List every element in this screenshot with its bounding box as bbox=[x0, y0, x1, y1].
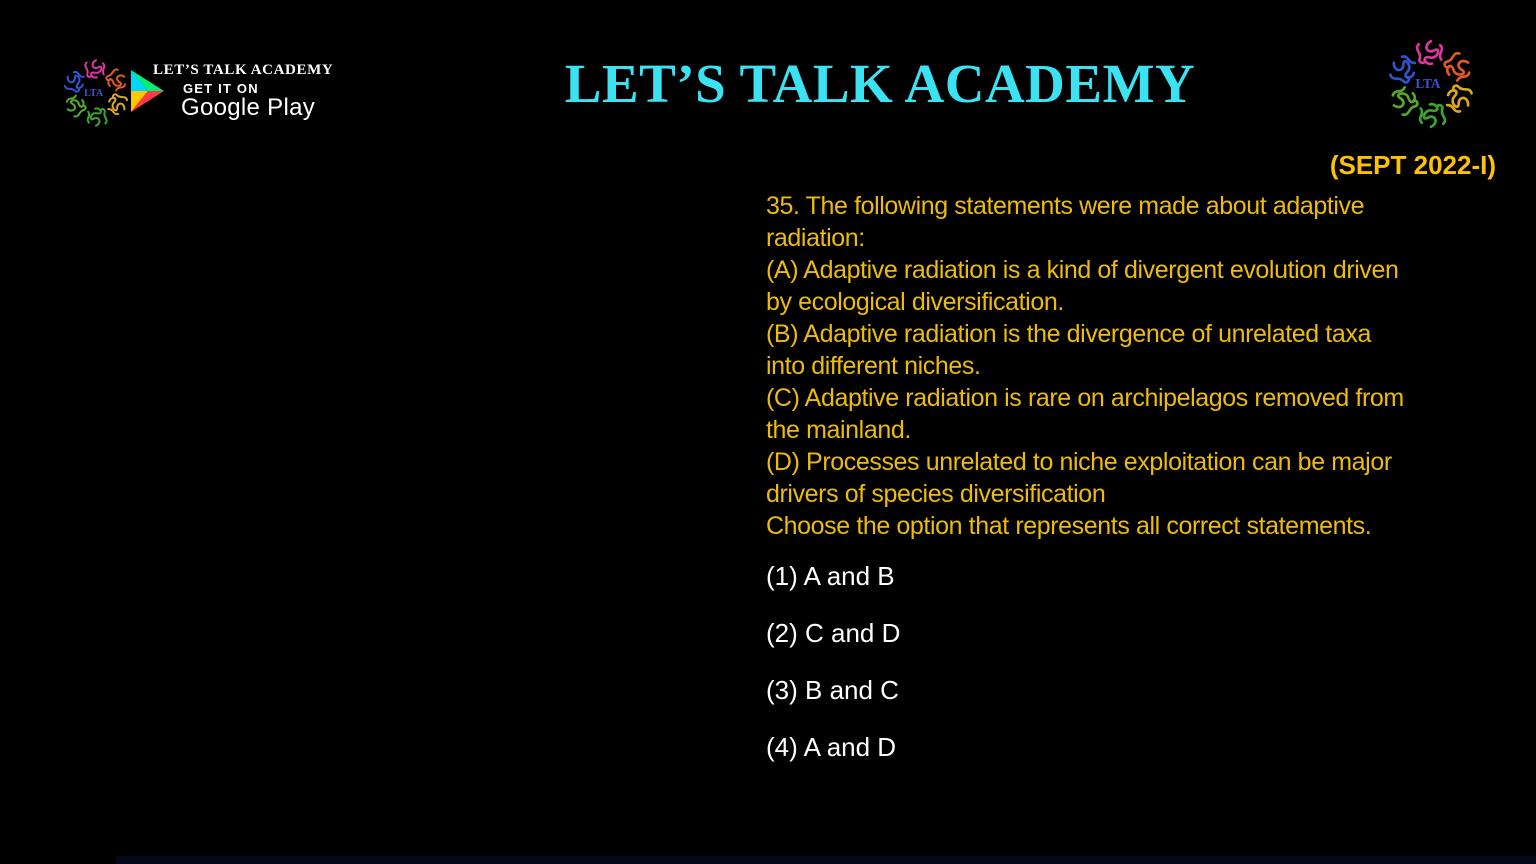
lta-logo-right bbox=[1380, 33, 1482, 135]
question-line: radiation: bbox=[766, 224, 865, 252]
question-line: drivers of species diversification bbox=[766, 480, 1106, 508]
answer-option: (4) A and D bbox=[766, 732, 897, 762]
question-text bbox=[766, 190, 1506, 542]
answer-option: (3) B and C bbox=[766, 675, 899, 705]
question-line: into different niches. bbox=[766, 352, 981, 380]
question-line: (C) Adaptive radiation is rare on archipelagos removed from bbox=[766, 384, 1404, 412]
question-line: (B) Adaptive radiation is the divergence of unrelated taxa bbox=[766, 320, 1371, 348]
badge-app-name: LET’S TALK ACADEMY bbox=[153, 62, 334, 78]
lta-monogram-right: LTA bbox=[1415, 76, 1441, 92]
question-line: Choose the option that represents all correct statements. bbox=[766, 512, 1372, 540]
badge-get-it-on: GET IT ON bbox=[183, 81, 259, 96]
question-line: by ecological diversification. bbox=[766, 288, 1064, 316]
lta-logo-left bbox=[57, 54, 135, 132]
badge-store-name: Google Play bbox=[181, 94, 316, 121]
exam-session-tag: (SEPT 2022-I) bbox=[1329, 150, 1496, 180]
question-line: (D) Processes unrelated to niche exploitation can be major bbox=[766, 448, 1392, 476]
question-line: (A) Adaptive radiation is a kind of divergent evolution driven bbox=[766, 256, 1399, 284]
question-line: the mainland. bbox=[766, 416, 911, 444]
lta-monogram-left: LTA bbox=[84, 88, 104, 100]
answer-option: (2) C and D bbox=[766, 618, 901, 648]
question-line: 35. The following statements were made about adaptive bbox=[766, 192, 1365, 220]
answer-options bbox=[766, 560, 900, 788]
page-title: LET’S TALK ACADEMY bbox=[564, 53, 1196, 114]
answer-option: (1) A and B bbox=[766, 561, 895, 591]
bottom-strip bbox=[116, 856, 1536, 864]
google-play-badge[interactable] bbox=[128, 60, 338, 122]
